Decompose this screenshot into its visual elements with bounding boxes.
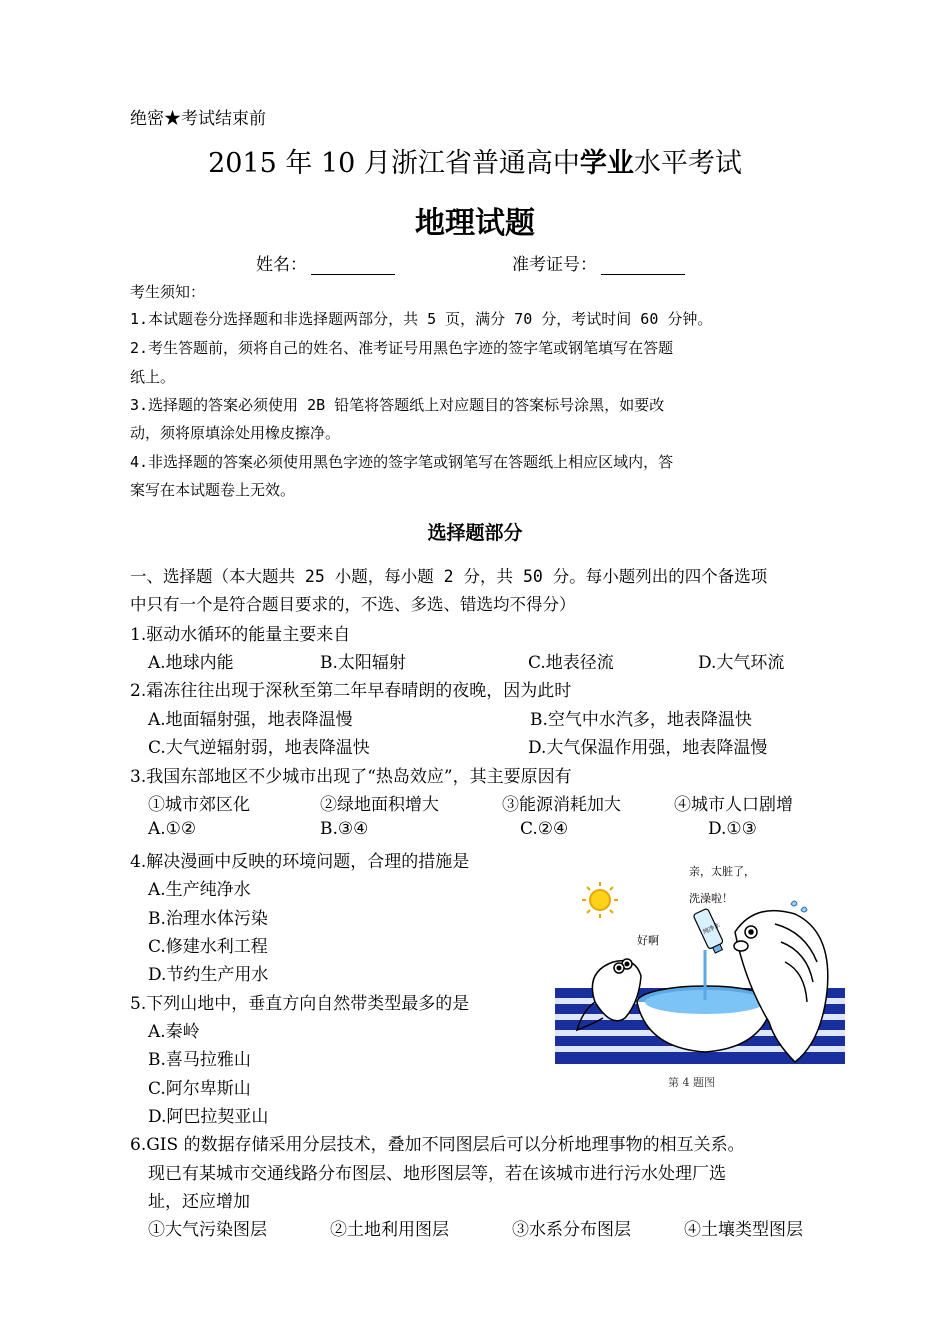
q3-item-2: ②绿地面积增大	[320, 795, 439, 815]
speech-big-fish-2: 洗澡啦！	[689, 892, 733, 905]
q3-option-a: A.①②	[148, 819, 197, 839]
exam-title	[0, 141, 950, 180]
name-field	[256, 250, 395, 275]
q3-option-b: B.③④	[320, 819, 369, 839]
question-1-stem: 1.驱动水循环的能量主要来自	[130, 625, 351, 645]
section-intro: 一、选择题（本大题共 25 小题，每小题 2 分，共 50 分。每小题列出的四个备选项	[130, 567, 768, 586]
q2-option-d: D.大气保温作用强，地表降温慢	[528, 738, 768, 758]
notice-title: 考生须知：	[130, 283, 206, 301]
q6-item-3: ③水系分布图层	[512, 1220, 631, 1240]
title-part-1: 2015 年 10 月浙江省普通高中	[208, 148, 580, 179]
q4-option-a: A.生产纯净水	[148, 880, 251, 900]
cartoon-illustration	[555, 852, 845, 1090]
q3-item-4: ④城市人口剧增	[674, 795, 793, 815]
title-part-bold: 学业	[579, 148, 634, 179]
q1-option-c: C.地表径流	[528, 653, 614, 673]
q6-item-1: ①大气污染图层	[148, 1220, 267, 1240]
title-part-2: 水平考试	[633, 148, 742, 179]
q4-option-c: C.修建水利工程	[148, 937, 268, 957]
q5-option-a: A.秦岭	[148, 1022, 200, 1042]
question-5-stem: 5.下列山地中，垂直方向自然带类型最多的是	[130, 994, 470, 1014]
exam-id-blank	[601, 256, 685, 275]
q4-option-d: D.节约生产用水	[148, 965, 269, 985]
notice-line: 1.本试题卷分选择题和非选择题两部分，共 5 页，满分 70 分，考试时间 60 分钟。	[130, 310, 713, 328]
notice-line: 2.考生答题前，须将自己的姓名、准考证号用黑色字迹的签字笔或钢笔填写在答题	[130, 339, 674, 357]
question-6-stem: 现已有某城市交通线路分布图层、地形图层等，若在该城市进行污水处理厂选	[148, 1164, 726, 1184]
q5-option-c: C.阿尔卑斯山	[148, 1079, 251, 1099]
name-blank	[311, 256, 395, 275]
notice-line: 3.选择题的答案必须使用 2B 铅笔将答题纸上对应题目的答案标号涂黑，如要改	[130, 396, 665, 414]
notice-line: 纸上。	[130, 368, 176, 386]
speech-big-fish-1: 亲，太脏了，	[689, 865, 755, 878]
q1-option-a: A.地球内能	[148, 653, 234, 673]
question-3-stem: 3.我国东部地区不少城市出现了“热岛效应”，其主要原因有	[130, 767, 572, 787]
notice-line: 4.非选择题的答案必须使用黑色字迹的签字笔或钢笔写在答题纸上相应区域内，答	[130, 453, 674, 471]
q5-option-d: D.阿巴拉契亚山	[148, 1107, 269, 1127]
bottle-label: 纯净水	[701, 921, 722, 936]
speech-small-fish: 好啊	[637, 934, 659, 947]
q3-option-c: C.②④	[520, 819, 569, 839]
question-6-stem: 6.GIS 的数据存储采用分层技术，叠加不同图层后可以分析地理事物的相互关系。	[130, 1135, 745, 1155]
q3-item-3: ③能源消耗加大	[502, 795, 621, 815]
q1-option-d: D.大气环流	[698, 653, 785, 673]
notice-line: 案写在本试题卷上无效。	[130, 481, 296, 499]
q6-item-4: ④土壤类型图层	[684, 1220, 803, 1240]
exam-id-label: 准考证号：	[512, 255, 597, 275]
water-bottle	[693, 906, 730, 954]
question-4-stem: 4.解决漫画中反映的环境问题，合理的措施是	[130, 852, 470, 872]
confidential-label: 绝密★考试结束前	[130, 109, 266, 129]
name-label: 姓名：	[256, 255, 307, 275]
q2-option-a: A.地面辐射强，地表降温慢	[148, 710, 353, 730]
q2-option-b: B.空气中水汽多，地表降温快	[530, 710, 752, 730]
question-6-stem: 址，还应增加	[148, 1192, 250, 1212]
sweat-drops	[791, 901, 807, 912]
q6-item-2: ②土地利用图层	[330, 1220, 449, 1240]
figure-caption: 第 4 题图	[668, 1076, 715, 1089]
exam-id-field	[512, 250, 685, 275]
question-2-stem: 2.霜冻往往出现于深秋至第二年早春晴朗的夜晚，因为此时	[130, 681, 572, 701]
q3-item-1: ①城市郊区化	[148, 795, 250, 815]
sun-icon	[582, 882, 618, 918]
section-intro: 中只有一个是符合题目要求的，不选、多选、错选均不得分）	[130, 595, 576, 614]
q2-option-c: C.大气逆辐射弱，地表降温快	[148, 738, 370, 758]
q4-option-b: B.治理水体污染	[148, 909, 268, 929]
subject-title: 地理试题	[415, 206, 535, 241]
q3-option-d: D.①③	[708, 819, 757, 839]
notice-line: 动，须将原填涂处用橡皮擦净。	[130, 424, 341, 442]
section-title: 选择题部分	[427, 522, 523, 544]
q5-option-b: B.喜马拉雅山	[148, 1050, 251, 1070]
q1-option-b: B.太阳辐射	[320, 653, 406, 673]
